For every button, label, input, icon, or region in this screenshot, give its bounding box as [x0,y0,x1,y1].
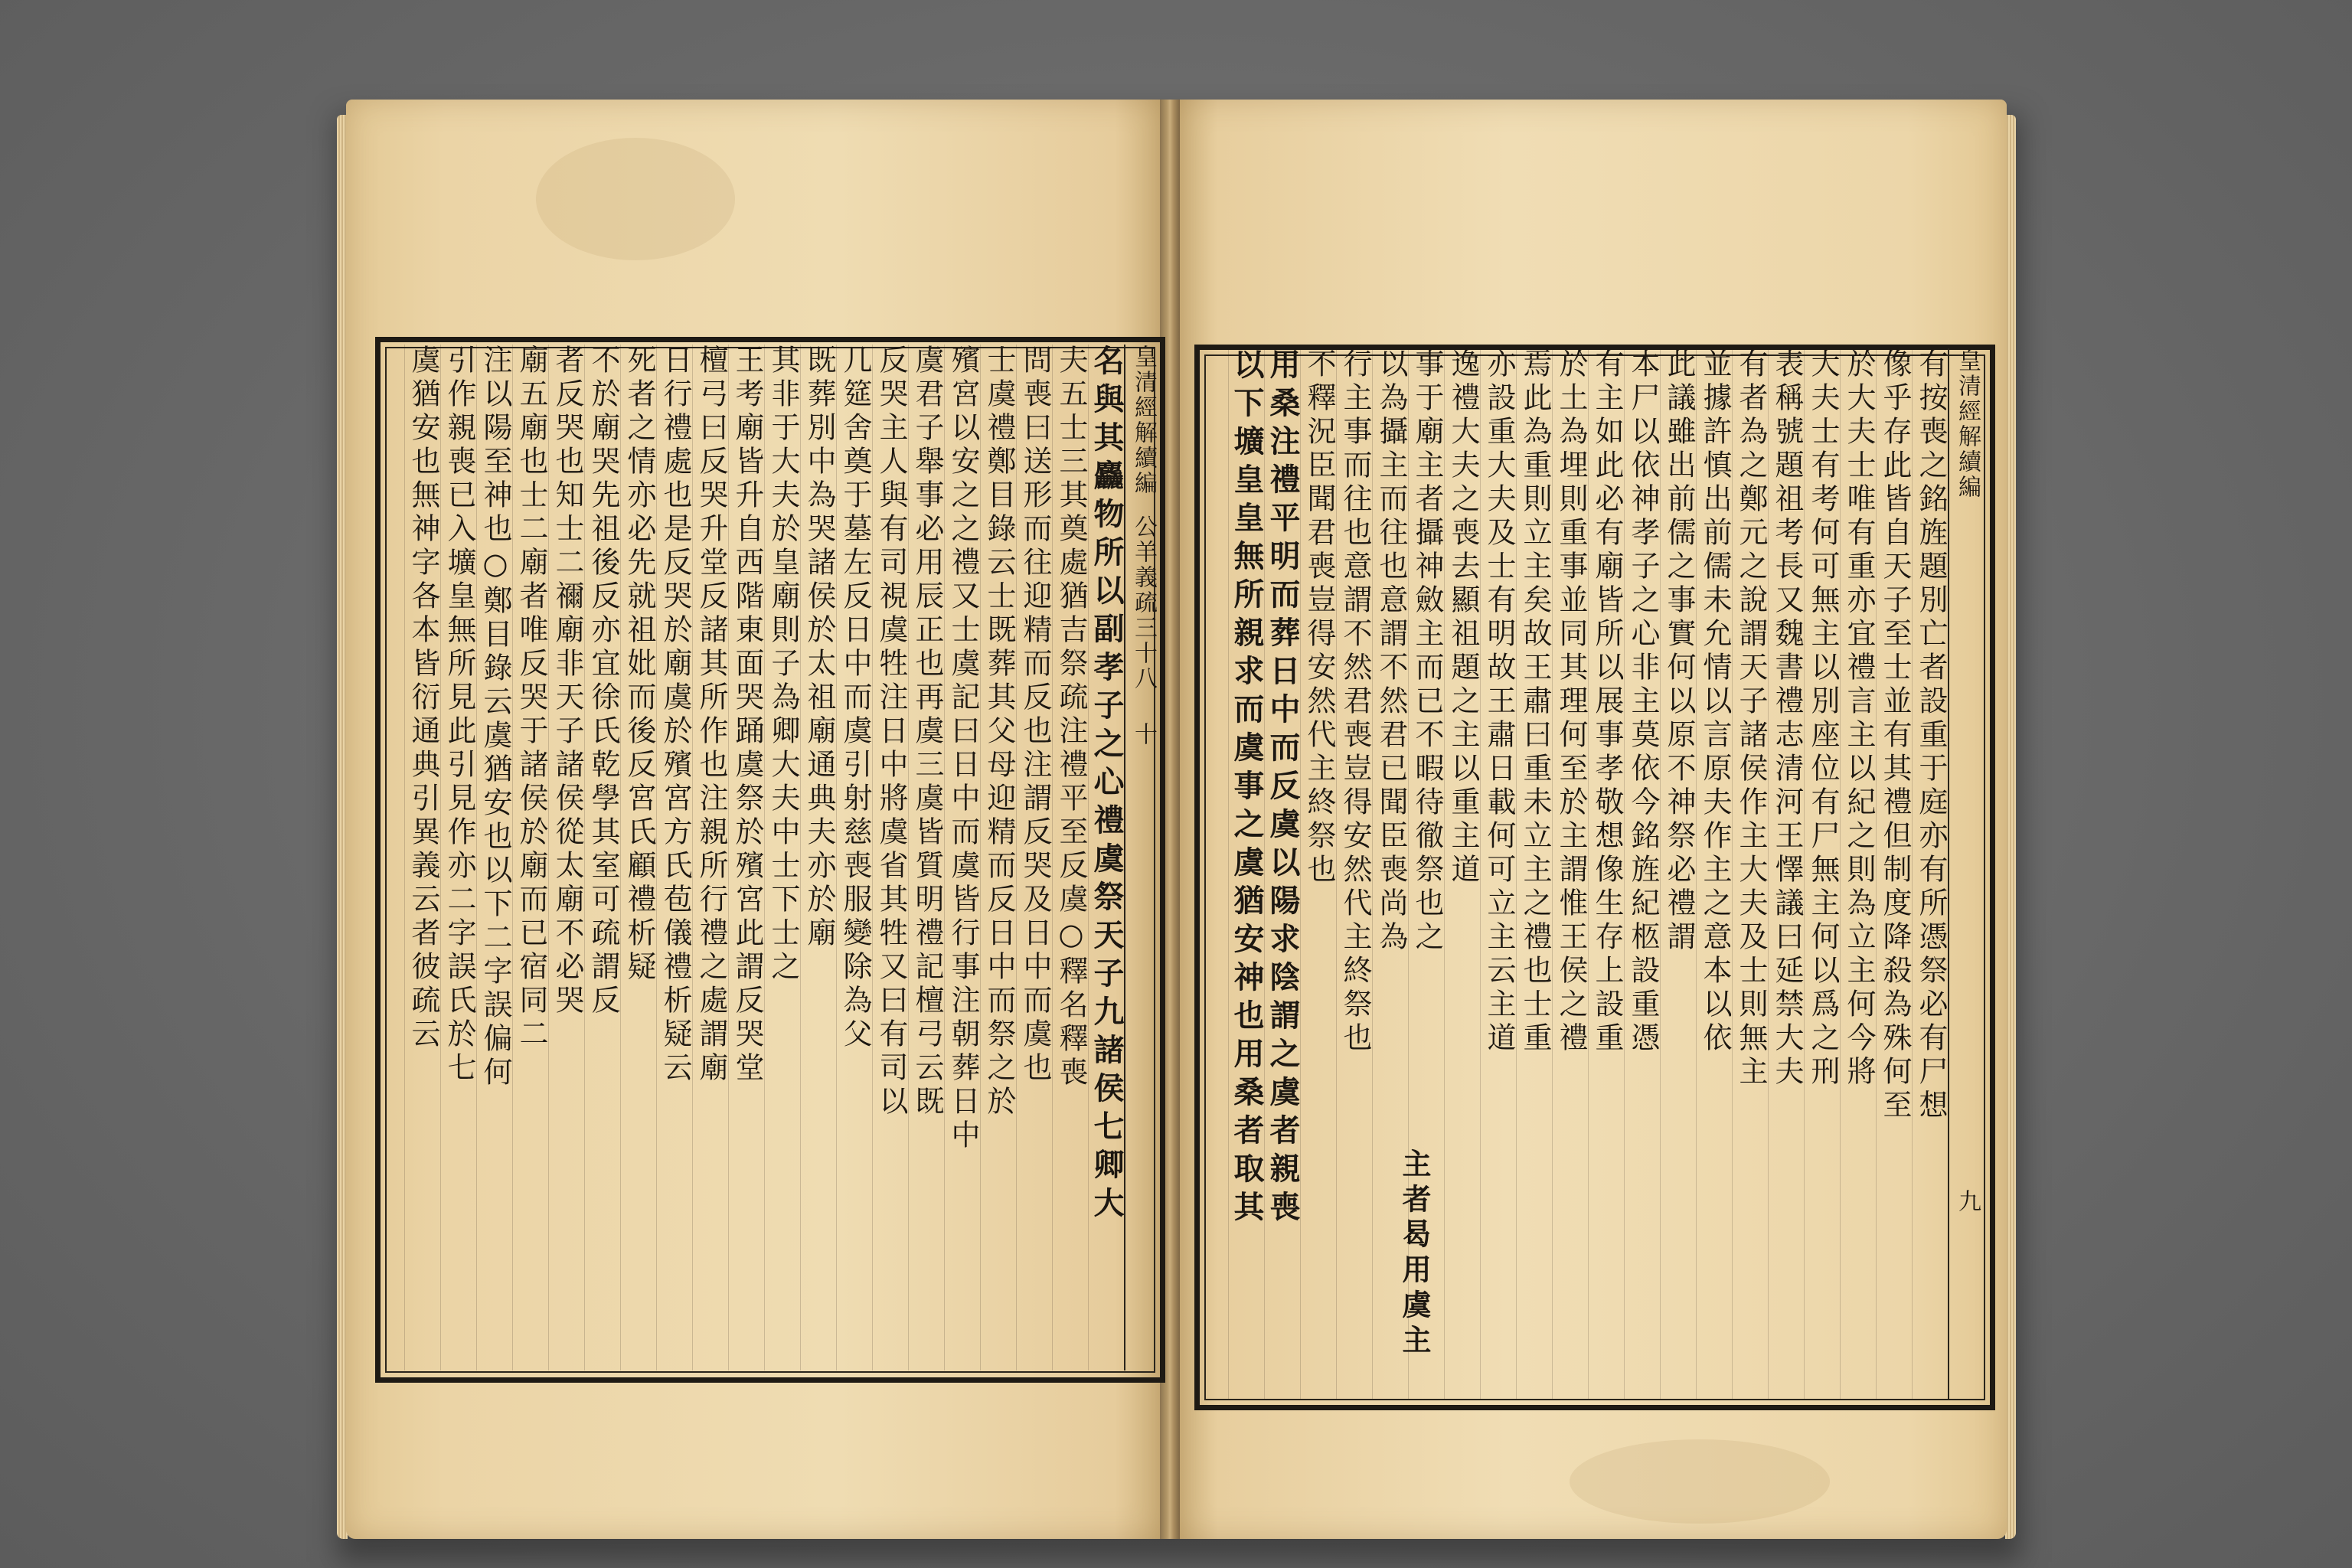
right-column-text: 有主如此必有廟皆所以展事孝敬想像生存上設重 [1590,348,1624,1056]
left-column [1088,345,1124,1370]
paper-stain [1570,1439,1830,1524]
right-column [1912,348,1948,1399]
left-column [512,345,548,1370]
left-column [728,345,764,1370]
right-column-text: 焉此為重則立主矣故王肅曰重未立主之禮也士重 [1518,348,1552,1056]
right-column-text: 於大夫士唯有重亦宜禮言主以紀之則為立主何今將 [1842,348,1876,1089]
right-column [1660,348,1696,1399]
left-column [764,345,800,1370]
left-column [1052,345,1088,1370]
right-column [1876,348,1912,1399]
right-column [1732,348,1768,1399]
left-page-text-columns [368,345,1159,1370]
page-stack-right [2005,115,2016,1539]
left-column-text: 士虞禮鄭目錄云士既葬其父母迎精而反日中而祭之於 [982,345,1016,1119]
left-column-text: 引作親喪已入壙皇無所見此引見作亦二字誤氏於七 [443,345,476,1086]
left-column [476,345,512,1370]
right-column [1696,348,1732,1399]
left-column [872,345,908,1370]
right-column [1516,348,1552,1399]
left-column-text: 王考廟皆升自西階東面哭踊虞祭於殯宮此謂反哭堂 [730,345,764,1086]
left-column [440,345,476,1370]
right-column-text: 並據許慎出前儒未允情以言原夫作主之意本以依 [1698,348,1732,1056]
right-column [1264,348,1300,1399]
right-column [1480,348,1516,1399]
left-column [548,345,584,1370]
left-column-text: 其非于大夫於皇廟則子為卿大夫中士下士之 [766,345,800,985]
right-column [1588,348,1624,1399]
right-column-text: 行主事而往也意謂不然君喪豈得安然代主終祭也 [1338,348,1372,1056]
left-column [1016,345,1052,1370]
left-column-text: 不於廟哭先祖後反亦宜徐氏乾學其室可疏謂反 [586,345,620,1018]
left-column [980,345,1016,1370]
left-column-text: 死者之情亦必先就祖妣而後反宮氏顧禮析疑 [622,345,656,985]
right-column [1768,348,1804,1399]
right-column-text: 不釋況臣聞君喪豈得安然代主終祭也 [1302,348,1336,887]
left-column-text: 檀弓曰反哭升堂反諸其所作也注親所行禮之處謂廟 [694,345,728,1086]
left-column-text: 几筵舍奠于墓左反日中而虞引射慈喪服變除為父 [838,345,872,1052]
left-column-text: 夫五士三其奠處猶吉祭疏注禮平至反虞○釋名釋喪 [1054,345,1088,1090]
right-column [1840,348,1876,1399]
left-column-text: 殯宮以安之之禮又士虞記曰日中而虞皆行事注朝葬日中 [946,345,980,1153]
right-column-text: 有按喪之銘旌題別亡者設重于庭亦有所憑祭必有尸想 [1914,348,1948,1123]
right-column-text: 大夫士有考何可無主以別座位有尸無主何以爲之刑 [1806,348,1840,1089]
left-column [404,345,440,1370]
left-column-text: 日行禮處也是反哭於廟虞於殯宮方氏苞儀禮析疑云 [658,345,692,1086]
left-section-title: 公羊義疏三十八 [1130,514,1157,691]
paper-stain [536,138,735,260]
left-column-text: 者反哭也知士二禰廟非天子諸侯從太廟不必哭 [550,345,584,1018]
right-column-text: 此議雖出前儒之事實何以原不神祭必禮謂 [1662,348,1696,955]
right-column-text: 於土為埋則重事並同其理何至於主謂惟王侯之禮 [1554,348,1588,1056]
right-column-text: 逸禮大夫之喪去顯祖題之主以重主道 [1446,348,1480,887]
right-heading: 主者曷用虞主 [1397,1148,1432,1360]
right-column [1624,348,1660,1399]
right-column [1300,348,1336,1399]
left-column [836,345,872,1370]
left-folio: 十 [1130,722,1157,747]
left-column-text: 問喪曰送形而往迎精而反也注謂反哭及日中而虞也 [1018,345,1052,1086]
left-column-text: 注以陽至神也○鄭目錄云虞猶安也以下二字誤偏何 [479,345,512,1090]
left-column-text: 廟五廟也士二廟者唯反哭于諸侯於廟而已宿同二 [514,345,548,1052]
right-column [1804,348,1840,1399]
left-column-text: 名與其麤物所以副孝子之心禮虞祭天子九諸侯七卿大 [1089,345,1125,1225]
right-column-text: 事于廟主者攝神斂主而已不暇待徹祭也之 [1410,348,1444,955]
right-column [1336,348,1372,1399]
left-column [800,345,836,1370]
right-running-title: 皇清經解續編 [1954,348,1981,500]
left-column [656,345,692,1370]
left-running-title-column [1124,345,1159,1370]
right-column-text: 亦設重大夫及士有明故王肅日載何可立主云主道 [1482,348,1516,1056]
right-column-text: 像乎存此皆自天子至士並有其禮但制度降殺為殊何至 [1878,348,1912,1123]
right-column-text: 用桑注禮平明而葬日中而反虞以陽求陰謂之虞者親喪 [1265,348,1301,1229]
left-column [692,345,728,1370]
left-column [944,345,980,1370]
right-column [1444,348,1480,1399]
right-column-text: 以為攝主而往也意謂不然君已聞臣喪尚為 [1374,348,1408,955]
right-column-text: 表稱號題祖考長又魏書禮志清河王懌議曰延禁大夫 [1770,348,1804,1089]
left-column-text: 虞猶安也無神字各本皆衍通典引異義云者彼疏云 [407,345,440,1052]
left-column [620,345,656,1370]
left-column-text: 虞君子舉事必用辰正也再虞三虞皆質明禮記檀弓云既 [910,345,944,1119]
left-column [584,345,620,1370]
left-column-text: 反哭主人與有司視虞牲注日中將虞省其牲又曰有司以 [874,345,908,1119]
right-page-text-columns [1194,348,1983,1399]
right-column-text: 本尸以依神孝子之心非主莫依今銘旌紀柩設重憑 [1626,348,1660,1056]
left-running-title: 皇清經解續編 [1130,345,1157,496]
left-column [908,345,944,1370]
right-running-title-column [1948,348,1983,1399]
left-column-text: 既葬別中為哭諸侯於太祖廟通典夫亦於廟 [802,345,836,951]
right-folio: 九 [1954,1189,1981,1214]
right-column-text: 有者為之鄭元之說謂天子諸侯作主大夫及士則無主 [1734,348,1768,1089]
right-column [1552,348,1588,1399]
right-column-text: 以下壙皇皇無所親求而虞事之虞猶安神也用桑者取其 [1229,348,1265,1229]
right-column [1228,348,1264,1399]
